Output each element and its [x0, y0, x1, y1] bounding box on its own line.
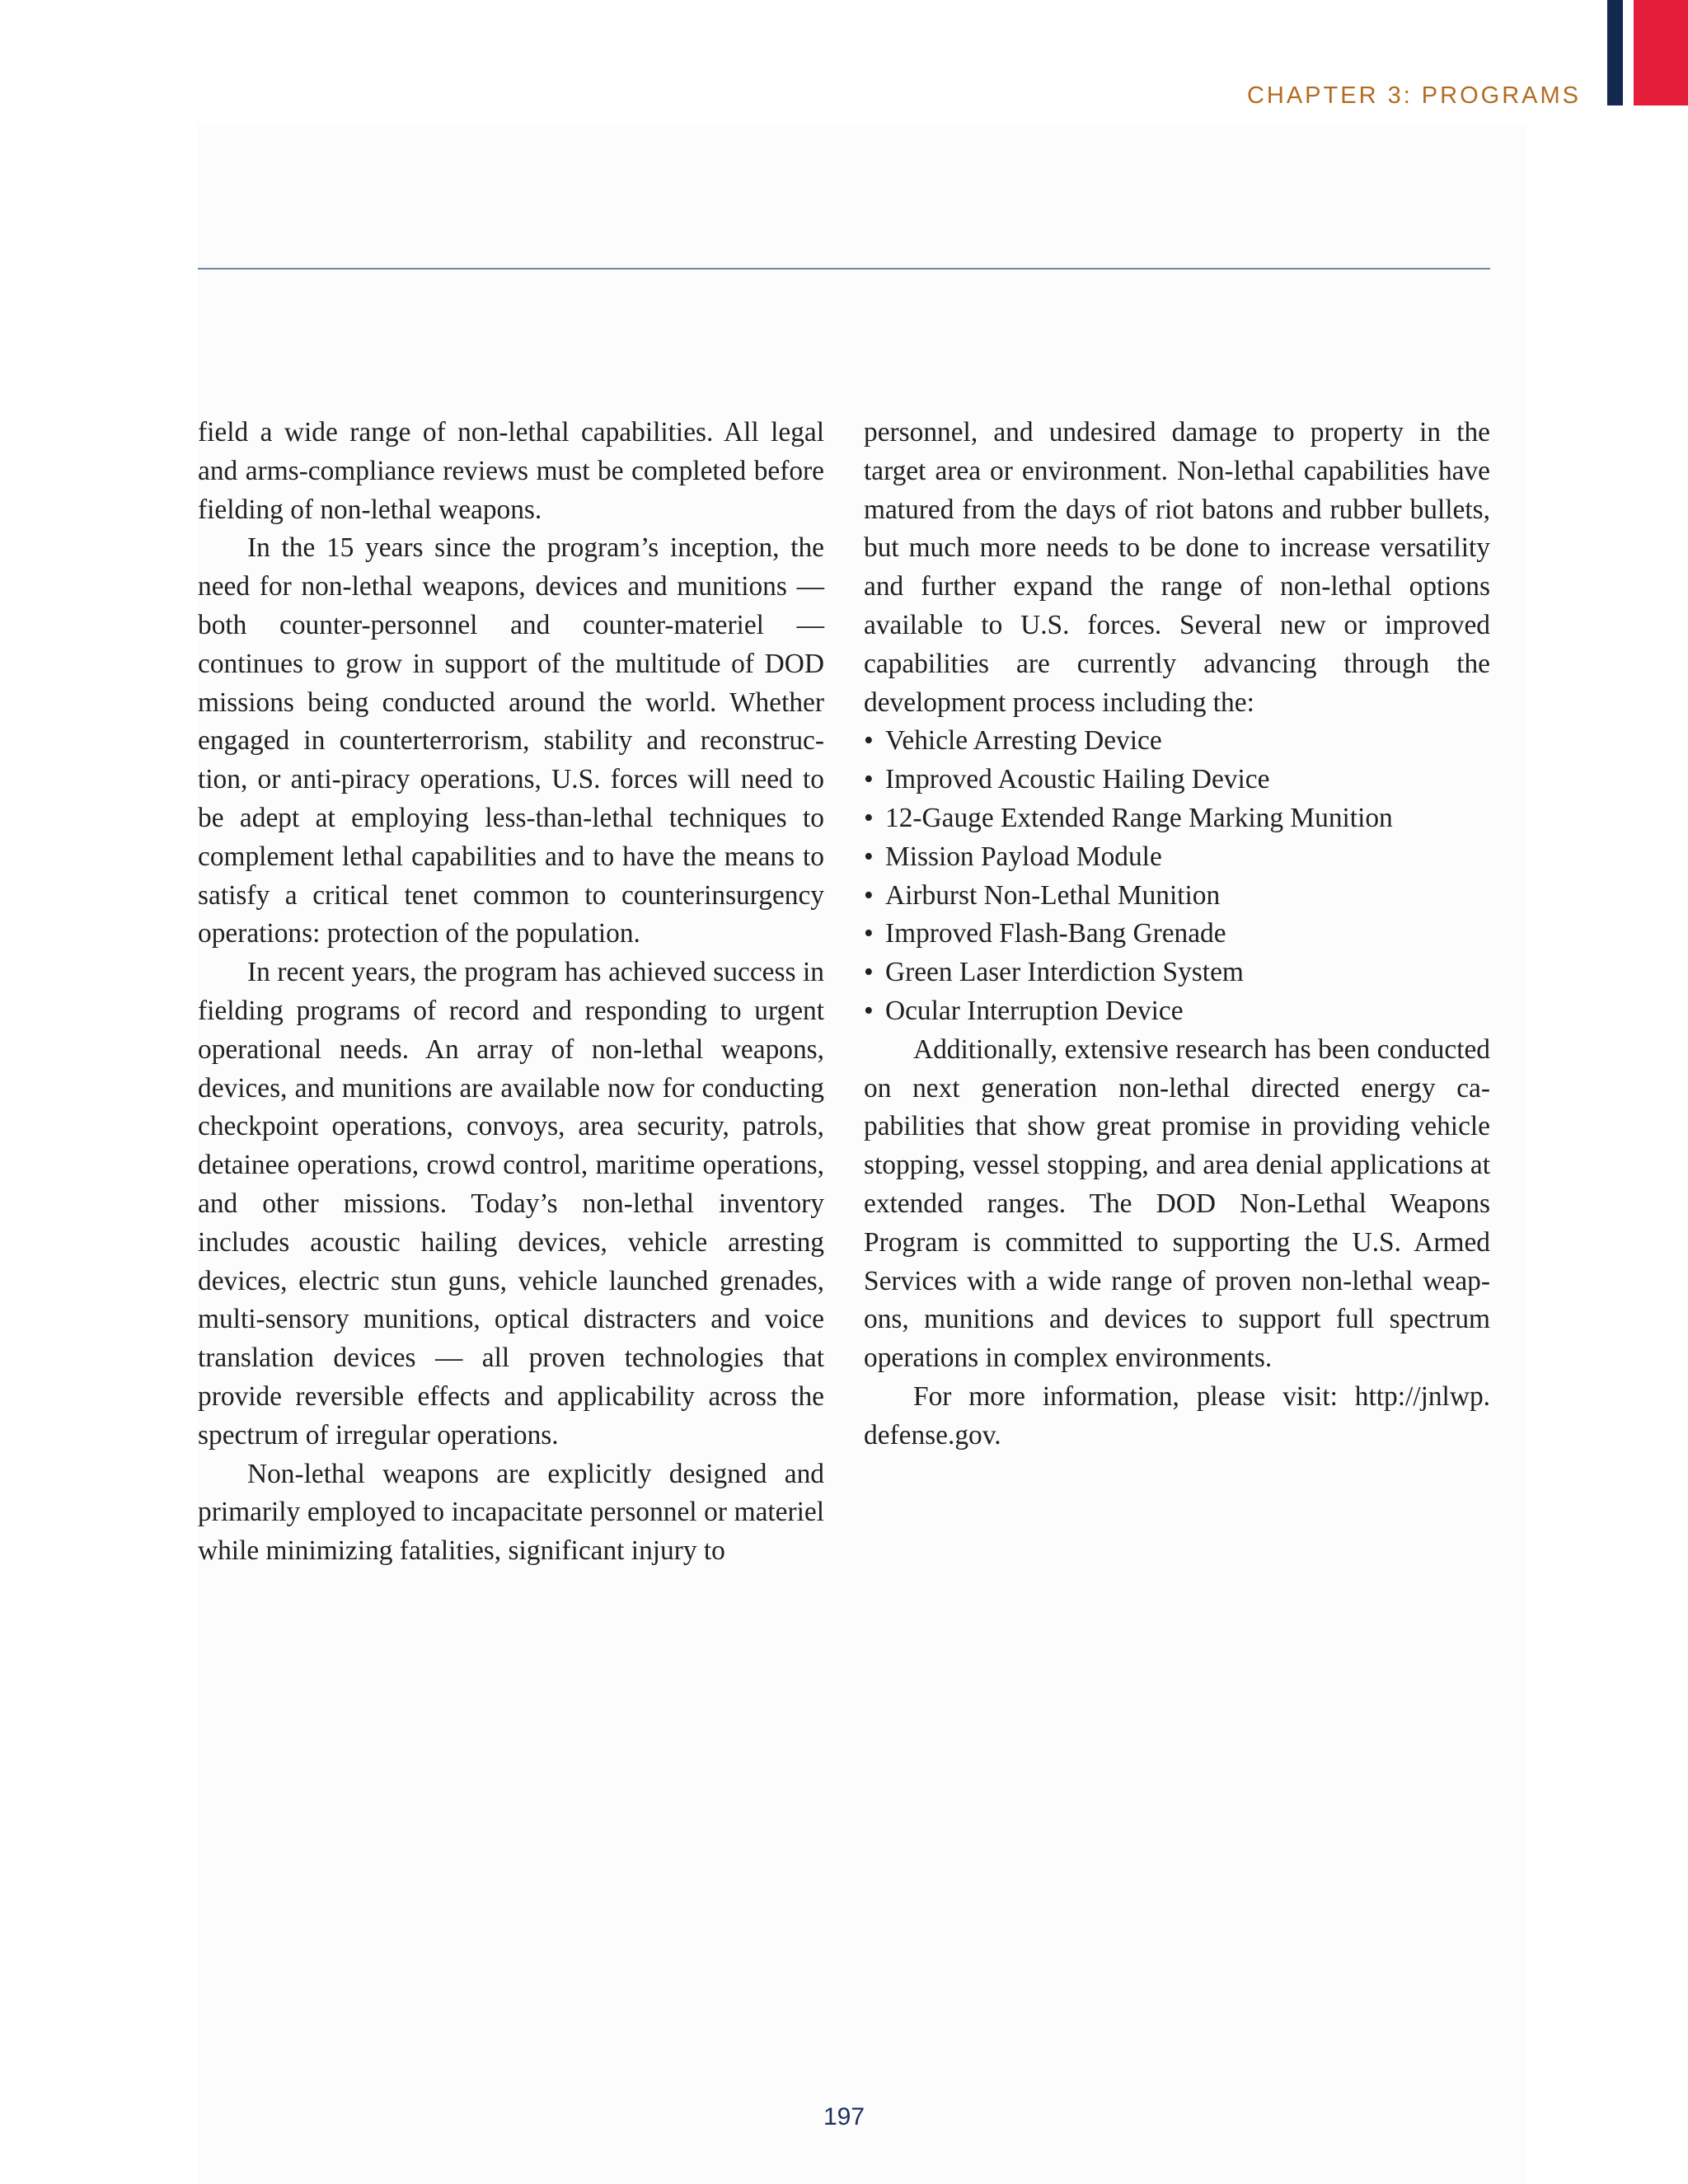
right-column — [864, 414, 1490, 1455]
list-item — [864, 722, 1490, 761]
page-number: 197 — [823, 2103, 865, 2130]
bullet-icon: • — [864, 879, 874, 911]
bullet-icon: • — [864, 957, 874, 988]
body-paragraph: personnel, and undesired damage to property in the target area or environment. Non-lethal capabilities have matured from the days of riot batons and rubber bullets, but much more needs to be done to increase versatility and further expand the range of non-lethal options available to U.S. forces. Several new or improved capabilities are currently advancing through the development process including the: — [864, 417, 1490, 718]
list-item-label: Ocular Interruption Device — [885, 995, 1184, 1026]
list-item — [864, 877, 1490, 916]
body-paragraph: field a wide range of non-lethal capabilities. All legal and arms-compliance reviews must be completed before fielding of non-lethal weapons. — [198, 417, 824, 525]
bullet-icon: • — [864, 918, 874, 949]
list-item — [864, 954, 1490, 992]
bullet-icon: • — [864, 725, 874, 757]
body-paragraph: Additionally, extensive research has been conducted on next generation non-lethal directed energy capabilities that show great promise in providing vehicle stopping, vessel stopping, and area denial applications at extended ranges. The DOD Non-Lethal Weapons Program is committed to supporting the U.S. Armed Services with a wide range of proven non-lethal weapons, munitions and devices to support full spectrum operations in complex environments. — [864, 1033, 1490, 1374]
more-info-paragraph: For more information, please visit: http://jnlwp.​defense.gov. — [864, 1380, 1490, 1451]
body-paragraph: In the 15 years since the program’s inception, the need for non-lethal weapons, devices and munitions — both counter-personnel and counter-materiel — continues to grow in support of the multitude of DOD missions being conducted around the world. Whether engaged in counterterrorism, stability and reconstruction, or anti-piracy operations, U.S. forces will need to be adept at employing less-than-lethal techniques to complement lethal capabilities and to have the means to satisfy a critical tenet common to counterinsurgency operations: protection of the population. — [198, 532, 824, 949]
list-item — [864, 799, 1490, 838]
body-paragraph: Non-lethal weapons are explicitly designed and primarily employed to incapacitate personnel or materiel while minimizing fatalities, significant injury to — [198, 1458, 824, 1567]
header-divider — [198, 268, 1490, 269]
body-paragraph: In recent years, the program has achieved success in fielding programs of record and responding to urgent operational needs. An array of non-lethal weapons, devices, and munitions are available now for conducting checkpoint operations, convoys, area security, patrols, detainee operations, crowd control, maritime operations, and other missions. Today’s non-lethal inventory includes acoustic hailing devices, vehicle arresting devices, electric stun guns, vehicle launched grenades, multi-sensory munitions, optical distracters and voice translation devices — all proven technologies that provide reversible effects and applicability across the spectrum of irregular operations. — [198, 957, 824, 1451]
list-item-label: Vehicle Arresting Device — [885, 725, 1162, 757]
list-item — [864, 761, 1490, 799]
chapter-header: CHAPTER 3: PROGRAMS — [1246, 82, 1581, 109]
bullet-icon: • — [864, 841, 874, 872]
list-item — [864, 915, 1490, 954]
left-column — [198, 414, 824, 1571]
navy-accent-bar — [1607, 0, 1623, 105]
bullet-icon: • — [864, 802, 874, 833]
list-item — [864, 838, 1490, 877]
list-item-label: 12-Gauge Extended Range Marking Munition — [885, 802, 1393, 833]
bullet-icon: • — [864, 995, 874, 1026]
capability-list — [864, 722, 1490, 1030]
list-item-label: Mission Payload Module — [885, 841, 1162, 872]
bullet-icon: • — [864, 764, 874, 795]
red-accent-bar — [1634, 0, 1688, 105]
list-item-label: Airburst Non-Lethal Munition — [885, 879, 1221, 911]
list-item-label: Improved Flash-Bang Grenade — [885, 918, 1226, 949]
list-item-label: Improved Acoustic Hailing Device — [885, 764, 1270, 795]
list-item — [864, 992, 1490, 1031]
list-item-label: Green Laser Interdiction System — [885, 957, 1244, 988]
